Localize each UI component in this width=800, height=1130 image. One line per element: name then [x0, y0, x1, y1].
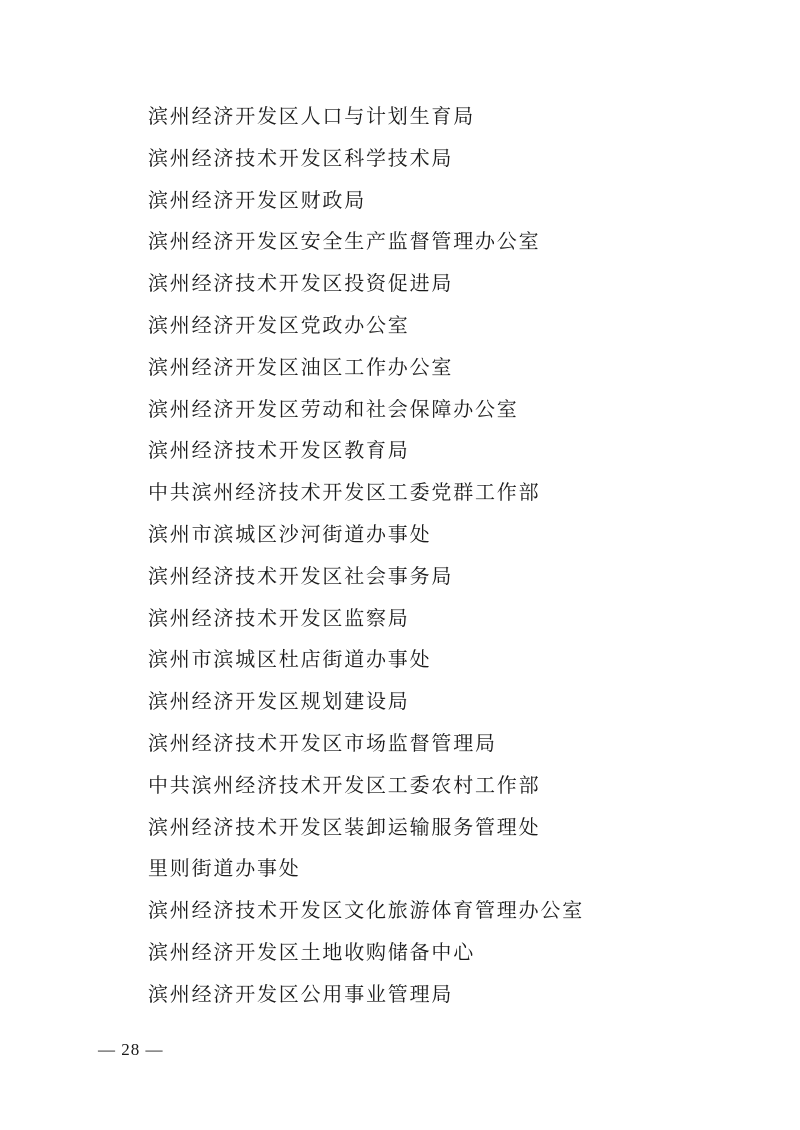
- list-item: 滨州市滨城区沙河街道办事处: [148, 521, 432, 546]
- list-item: 滨州经济技术开发区教育局: [148, 438, 410, 463]
- list-item: 滨州经济开发区安全生产监督管理办公室: [148, 229, 541, 254]
- list-item: 滨州经济技术开发区社会事务局: [148, 563, 454, 588]
- page-number: — 28 —: [98, 1040, 164, 1059]
- list-item: 滨州经济开发区劳动和社会保障办公室: [148, 396, 519, 421]
- list-item: 滨州经济技术开发区文化旅游体育管理办公室: [148, 898, 584, 923]
- list-item: 滨州市滨城区杜店街道办事处: [148, 647, 432, 672]
- list-item: 中共滨州经济技术开发区工委农村工作部: [148, 772, 541, 797]
- list-item: 滨州经济开发区公用事业管理局: [148, 981, 454, 1006]
- list-item: 滨州经济开发区油区工作办公室: [148, 354, 454, 379]
- list-item: 滨州经济开发区土地收购储备中心: [148, 939, 475, 964]
- list-item: 滨州经济技术开发区监察局: [148, 605, 410, 630]
- list-item: 中共滨州经济技术开发区工委党群工作部: [148, 480, 541, 505]
- list-item: 滨州经济开发区人口与计划生育局: [148, 104, 475, 128]
- list-item: 滨州经济技术开发区装卸运输服务管理处: [148, 814, 541, 839]
- list-item: 滨州经济开发区党政办公室: [148, 312, 410, 337]
- list-item: 滨州经济技术开发区投资促进局: [148, 271, 454, 296]
- list-item: 里则街道办事处: [148, 856, 301, 881]
- list-item: 滨州经济开发区规划建设局: [148, 689, 410, 714]
- organization-list: [148, 96, 584, 1016]
- list-item: 滨州经济开发区财政局: [148, 187, 366, 212]
- list-item: 滨州经济技术开发区科学技术局: [148, 145, 454, 170]
- list-item: 滨州经济技术开发区市场监督管理局: [148, 730, 497, 755]
